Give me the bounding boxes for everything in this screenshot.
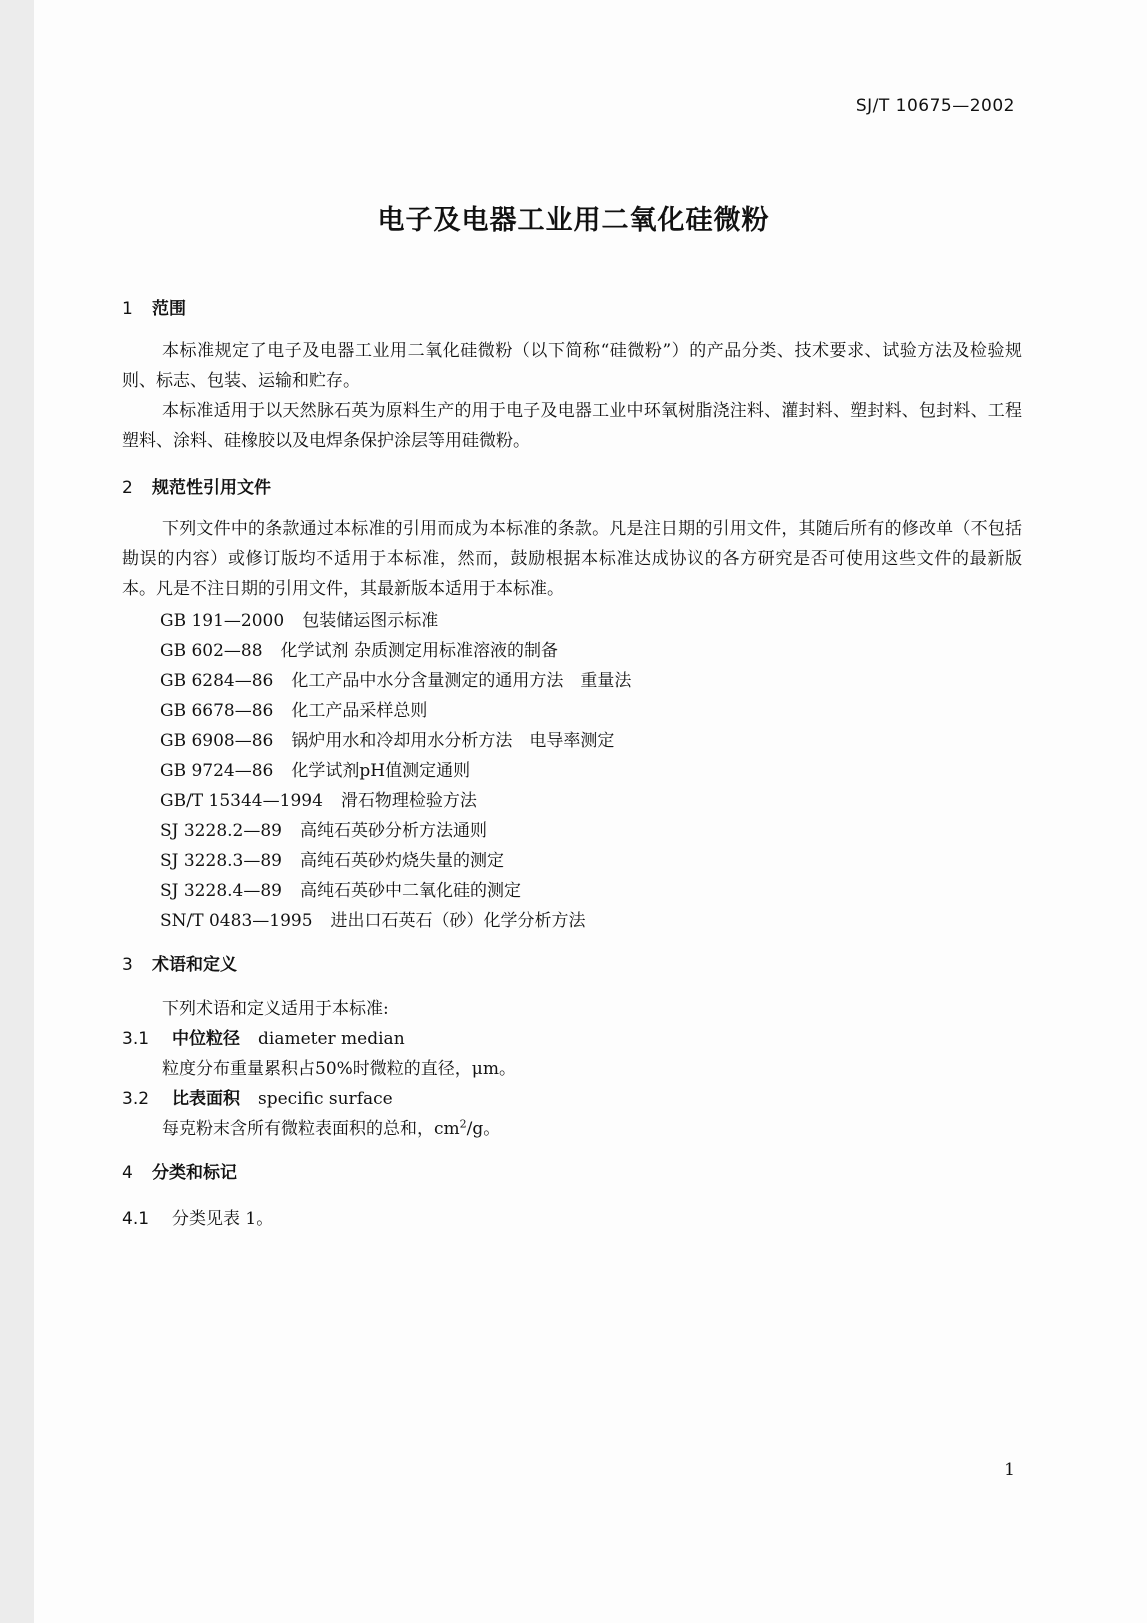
reference-item	[160, 696, 427, 721]
clause-text: 分类见表 1。	[172, 1209, 274, 1229]
reference-title: 高纯石英砂中二氧化硅的测定	[299, 881, 521, 901]
terms-intro: 下列术语和定义适用于本标准:	[162, 999, 389, 1019]
term-number: 3.2	[122, 1089, 150, 1109]
section-number: 3	[122, 955, 133, 975]
section-title: 术语和定义	[152, 955, 237, 975]
reference-title: 进出口石英石（砂）化学分析方法	[330, 911, 586, 931]
section-heading-3	[122, 950, 237, 975]
term-entry	[122, 1084, 393, 1109]
reference-title: 滑石物理检验方法	[340, 791, 477, 811]
section-title: 分类和标记	[152, 1163, 237, 1183]
term-number: 3.1	[122, 1029, 150, 1049]
term-definition	[162, 1114, 500, 1139]
reference-code: GB 6284—86	[160, 671, 274, 691]
superscript: 2	[459, 1117, 467, 1131]
reference-item	[160, 786, 477, 811]
document-title: 电子及电器工业用二氧化硅微粉	[377, 205, 770, 236]
reference-item	[160, 606, 438, 631]
clause-entry	[122, 1204, 273, 1229]
reference-item	[160, 726, 614, 751]
scan-edge	[0, 0, 34, 1623]
reference-code: GB/T 15344—1994	[160, 791, 323, 811]
reference-title: 包装储运图示标准	[302, 611, 439, 631]
reference-code: GB 9724—86	[160, 761, 274, 781]
page-number: 1	[1004, 1460, 1015, 1480]
reference-code: GB 6678—86	[160, 701, 274, 721]
reference-title: 锅炉用水和冷却用水分析方法 电导率测定	[291, 731, 615, 751]
reference-code: GB 6908—86	[160, 731, 274, 751]
reference-title: 高纯石英砂分析方法通则	[299, 821, 487, 841]
section-heading-4	[122, 1158, 237, 1183]
reference-title: 化学试剂 杂质测定用标准溶液的制备	[280, 641, 558, 661]
reference-item	[160, 846, 504, 871]
definition-unit: /g。	[466, 1119, 501, 1139]
reference-code: GB 602—88	[160, 641, 263, 661]
definition-text: 每克粉末含所有微粒表面积的总和，cm	[162, 1119, 460, 1139]
scope-paragraph-1: 本标准规定了电子及电器工业用二氧化硅微粉（以下简称“硅微粉”）的产品分类、技术要求、试验方法及检验规则、标志、包装、运输和贮存。	[122, 341, 1022, 391]
reference-title: 化工产品中水分含量测定的通用方法 重量法	[291, 671, 632, 691]
reference-code: SJ 3228.2—89	[160, 821, 282, 841]
term-en: diameter median	[258, 1029, 405, 1049]
scope-paragraph-2: 本标准适用于以天然脉石英为原料生产的用于电子及电器工业中环氧树脂浇注料、灌封料、塑封料、包封料、工程塑料、涂料、硅橡胶以及电焊条保护涂层等用硅微粉。	[122, 401, 1022, 451]
reference-item	[160, 636, 558, 661]
section-number: 4	[122, 1163, 133, 1183]
references-intro: 下列文件中的条款通过本标准的引用而成为本标准的条款。凡是注日期的引用文件，其随后所有的修改单（不包括勘误的内容）或修订版均不适用于本标准，然而，鼓励根据本标准达成协议的各方研究是否可使用这些文件的最新版本。凡是不注日期的引用文件，其最新版本适用于本标准。	[122, 519, 1022, 599]
section-title: 范围	[152, 299, 186, 319]
reference-item	[160, 816, 487, 841]
term-definition: 粒度分布重量累积占50%时微粒的直径，μm。	[162, 1059, 516, 1079]
section-number: 2	[122, 478, 133, 498]
reference-title: 化学试剂pH值测定通则	[291, 761, 471, 781]
reference-item	[160, 756, 470, 781]
reference-title: 高纯石英砂灼烧失量的测定	[299, 851, 504, 871]
reference-code: GB 191—2000	[160, 611, 285, 631]
term-zh: 比表面积	[172, 1089, 240, 1109]
reference-item	[160, 876, 521, 901]
reference-code: SN/T 0483—1995	[160, 911, 313, 931]
reference-code: SJ 3228.4—89	[160, 881, 282, 901]
section-heading-2	[122, 473, 271, 498]
section-number: 1	[122, 299, 133, 319]
reference-item	[160, 906, 586, 931]
clause-number: 4.1	[122, 1209, 150, 1229]
reference-code: SJ 3228.3—89	[160, 851, 282, 871]
standard-code: SJ/T 10675—2002	[855, 96, 1015, 116]
section-heading-1	[122, 294, 186, 319]
term-zh: 中位粒径	[172, 1029, 240, 1049]
reference-item	[160, 666, 631, 691]
section-title: 规范性引用文件	[152, 478, 271, 498]
term-entry	[122, 1024, 405, 1049]
term-en: specific surface	[258, 1089, 393, 1109]
reference-title: 化工产品采样总则	[291, 701, 428, 721]
